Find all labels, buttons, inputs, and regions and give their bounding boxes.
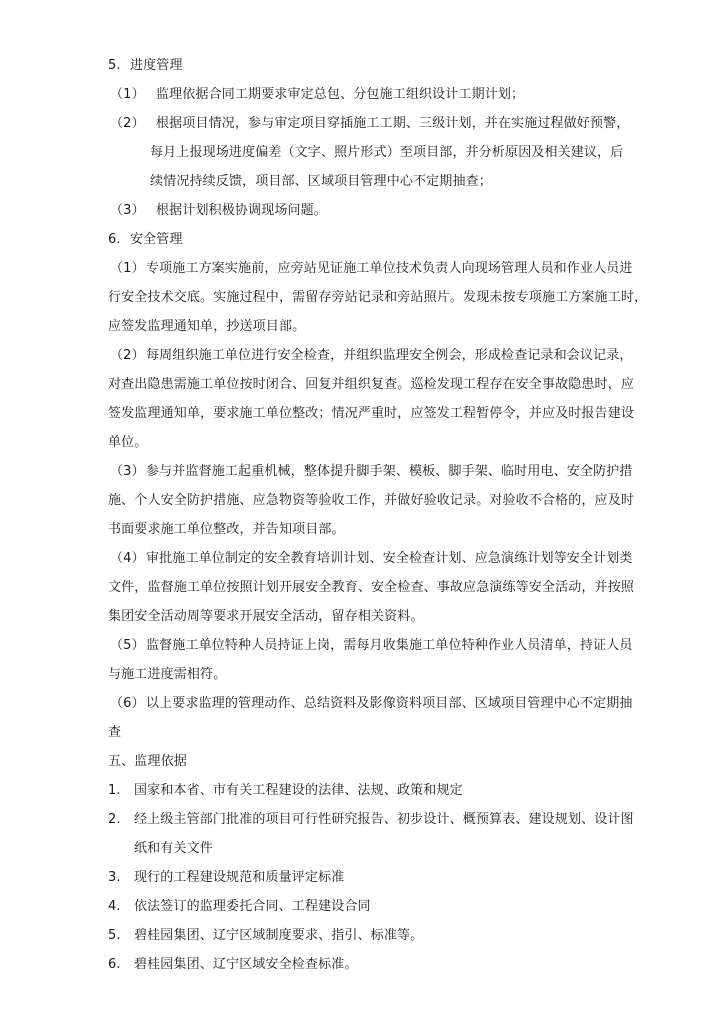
- item-number: 1.: [108, 783, 121, 798]
- item-number: 5.: [108, 928, 121, 943]
- safety-item-5-cont: [0, 663, 724, 687]
- basis-item-1: [0, 779, 724, 803]
- item-number: 4.: [108, 899, 121, 914]
- item-text: 单位。: [108, 435, 148, 450]
- safety-item-4-cont: [0, 576, 724, 600]
- safety-item-1-cont: [0, 315, 724, 339]
- item-text: 每月上报现场进度偏差（文字、照片形式）至项目部，并分析原因及相关建议，后: [150, 145, 624, 160]
- item-text: 依法签订的监理委托合同、工程建设合同: [134, 899, 371, 914]
- item-number: （4）: [110, 551, 145, 566]
- item-number: （1）: [110, 87, 145, 102]
- safety-item-1-cont: [0, 286, 724, 310]
- item-text: 签发监理通知单，要求施工单位整改；情况严重时，应签发工程暂停令，并应及时报告建设: [108, 406, 635, 421]
- basis-item-2-cont: [0, 837, 724, 861]
- item-text: 与施工进度需相符。: [108, 667, 227, 682]
- item-number: （5）: [110, 638, 145, 653]
- safety-item-4-cont: [0, 605, 724, 629]
- safety-item-2: [0, 344, 724, 368]
- item-text: 集团安全活动周等要求开展安全活动，留存相关资料。: [108, 609, 424, 624]
- item-text: 纸和有关文件: [134, 841, 213, 856]
- progress-item-3: [0, 199, 724, 223]
- item-text: 查: [108, 725, 122, 740]
- progress-item-2-cont: [0, 170, 724, 194]
- item-text: 施、个人安全防护措施、应急物资等验收工作，并做好验收记录。对验收不合格的，应及时: [108, 493, 635, 508]
- item-text: 应签发监理通知单，抄送项目部。: [108, 319, 306, 334]
- item-number: （3）: [110, 203, 145, 218]
- item-number: （2）: [110, 116, 145, 131]
- safety-item-2-cont: [0, 431, 724, 455]
- progress-item-2: [0, 112, 724, 136]
- item-number: （2）: [110, 348, 145, 363]
- progress-item-1: [0, 83, 724, 107]
- item-text: 行安全技术交底。实施过程中，需留存旁站记录和旁站照片。发现未按专项施工方案施工时，: [108, 290, 648, 305]
- item-text: 监督施工单位特种人员持证上岗，需每月收集施工单位特种作业人员清单，持证人员: [146, 638, 633, 653]
- item-text: 专项施工方案实施前，应旁站见证施工单位技术负责人向现场管理人员和作业人员进: [146, 261, 633, 276]
- safety-item-3: [0, 460, 724, 484]
- item-text: 根据项目情况，参与审定项目穿插施工工期、三级计划，并在实施过程做好预警，: [156, 116, 630, 131]
- item-text: 审批施工单位制定的安全教育培训计划、安全检查计划、应急演练计划等安全计划类: [146, 551, 633, 566]
- item-text: 根据计划积极协调现场问题。: [156, 203, 327, 218]
- basis-item-3: [0, 866, 724, 890]
- item-text: 经上级主管部门批准的项目可行性研究报告、初步设计、概预算表、建设规划、设计图: [134, 812, 634, 827]
- section-title: 安全管理: [130, 232, 183, 247]
- section-heading-safety: [0, 228, 724, 252]
- item-text: 国家和本省、市有关工程建设的法律、法规、政策和规定: [134, 783, 463, 798]
- section-number: 6.: [108, 232, 121, 247]
- basis-item-6: [0, 953, 724, 977]
- safety-item-3-cont: [0, 518, 724, 542]
- item-number: 3.: [108, 870, 121, 885]
- progress-item-2-cont: [0, 141, 724, 165]
- safety-item-6-cont: [0, 721, 724, 745]
- item-text: 文件，监督施工单位按照计划开展安全教育、安全检查、事故应急演练等安全活动，并按照: [108, 580, 635, 595]
- basis-item-5: [0, 924, 724, 948]
- item-text: 以上要求监理的管理动作、总结资料及影像资料项目部、区域项目管理中心不定期抽: [146, 696, 633, 711]
- item-text: 碧桂园集团、辽宁区域制度要求、指引、标准等。: [134, 928, 424, 943]
- basis-item-2: [0, 808, 724, 832]
- item-text: 对查出隐患需施工单位按时闭合、回复并组织复查。巡检发现工程存在安全事故隐患时，应: [108, 377, 635, 392]
- safety-item-4: [0, 547, 724, 571]
- safety-item-2-cont: [0, 373, 724, 397]
- item-text: 续情况持续反馈，项目部、区域项目管理中心不定期抽查；: [150, 174, 492, 189]
- item-number: （1）: [110, 261, 145, 276]
- basis-item-4: [0, 895, 724, 919]
- item-number: 2.: [108, 812, 121, 827]
- section-heading-basis: [0, 750, 724, 774]
- item-text: 参与并监督施工起重机械，整体提升脚手架、模板、脚手架、临时用电、安全防护措: [146, 464, 633, 479]
- item-number: （6）: [110, 696, 145, 711]
- section-heading-progress: [0, 54, 724, 78]
- section-number: 5.: [108, 58, 121, 73]
- safety-item-3-cont: [0, 489, 724, 513]
- safety-item-2-cont: [0, 402, 724, 426]
- item-text: 碧桂园集团、辽宁区域安全检查标准。: [134, 957, 358, 972]
- safety-item-5: [0, 634, 724, 658]
- item-number: 6.: [108, 957, 121, 972]
- item-number: （3）: [110, 464, 145, 479]
- item-text: 每周组织施工单位进行安全检查，并组织监理安全例会，形成检查记录和会议记录，: [146, 348, 633, 363]
- section-title: 进度管理: [130, 58, 183, 73]
- safety-item-6: [0, 692, 724, 716]
- item-text: 现行的工程建设规范和质量评定标准: [134, 870, 345, 885]
- item-text: 监理依据合同工期要求审定总包、分包施工组织设计工期计划；: [156, 87, 525, 102]
- safety-item-1: [0, 257, 724, 281]
- section-title: 五、监理依据: [108, 754, 187, 769]
- item-text: 书面要求施工单位整改，并告知项目部。: [108, 522, 345, 537]
